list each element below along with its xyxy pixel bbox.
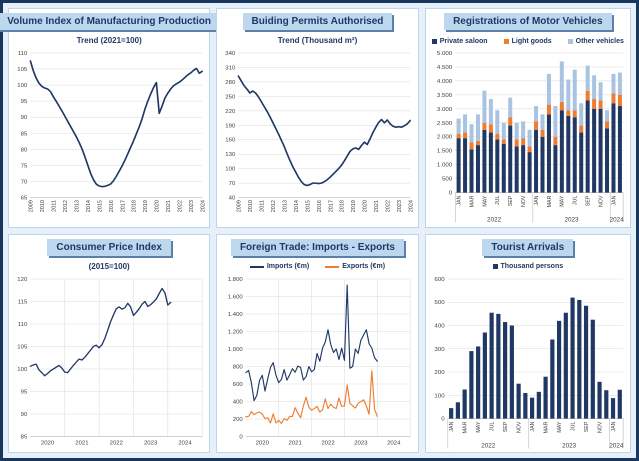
chart-svg [429, 273, 627, 451]
svg-text:NOV: NOV [596, 421, 604, 433]
legend [432, 36, 624, 46]
panel-manufacturing-production [8, 8, 210, 228]
svg-text:100: 100 [17, 366, 28, 373]
svg-text:105: 105 [17, 67, 28, 74]
svg-text:MAY: MAY [556, 421, 563, 433]
chart-svg [12, 273, 206, 451]
svg-text:2022: 2022 [109, 440, 123, 446]
svg-text:2022: 2022 [480, 442, 495, 449]
panel-title: Buiding Permits Authorised [243, 13, 393, 30]
legend-item [568, 38, 624, 45]
panel-title: Registrations of Motor Vehicles [444, 13, 611, 30]
svg-text:2023: 2023 [188, 200, 196, 213]
svg-text:200: 200 [434, 369, 445, 376]
svg-text:2021: 2021 [166, 200, 173, 213]
svg-text:2024: 2024 [387, 440, 401, 446]
svg-text:220: 220 [225, 108, 236, 115]
tourist-arrivals-chart [429, 273, 627, 451]
svg-text:85: 85 [20, 434, 28, 440]
svg-text:2023: 2023 [564, 216, 579, 224]
svg-text:2019: 2019 [351, 200, 358, 213]
svg-text:JAN: JAN [529, 421, 536, 432]
svg-text:400: 400 [233, 399, 244, 405]
legend-item [432, 38, 488, 45]
svg-text:2012: 2012 [271, 200, 278, 213]
svg-text:90: 90 [20, 411, 28, 418]
svg-text:2.000: 2.000 [436, 134, 452, 141]
svg-text:SEP: SEP [583, 421, 590, 432]
svg-text:500: 500 [441, 176, 452, 183]
building-permits-chart [220, 47, 414, 225]
svg-text:85: 85 [20, 131, 28, 138]
svg-text:2015: 2015 [305, 200, 312, 213]
svg-text:75: 75 [20, 163, 28, 170]
svg-text:200: 200 [233, 416, 244, 423]
svg-text:70: 70 [228, 181, 236, 188]
svg-text:65: 65 [20, 195, 28, 202]
svg-text:70: 70 [20, 179, 28, 186]
svg-text:2018: 2018 [131, 200, 138, 213]
dashboard-grid [8, 8, 631, 453]
svg-text:160: 160 [225, 137, 236, 144]
svg-text:2023: 2023 [354, 440, 368, 446]
svg-text:SEP: SEP [585, 195, 592, 207]
svg-text:280: 280 [225, 79, 236, 86]
legend-item [325, 263, 385, 270]
legend-marker-icon [325, 266, 339, 268]
panel-title: Consumer Price Index [47, 239, 171, 256]
svg-text:2009: 2009 [28, 200, 35, 213]
svg-text:2020: 2020 [40, 440, 55, 446]
svg-text:2022: 2022 [385, 200, 392, 213]
svg-text:MAY: MAY [481, 195, 488, 207]
svg-text:MAR: MAR [468, 195, 476, 208]
svg-text:2013: 2013 [282, 200, 289, 213]
svg-text:MAR: MAR [462, 421, 469, 433]
svg-text:600: 600 [233, 381, 244, 388]
svg-text:JAN: JAN [448, 421, 455, 432]
svg-text:300: 300 [434, 346, 445, 353]
legend-label: Light goods [511, 37, 552, 45]
svg-text:100: 100 [225, 166, 236, 173]
svg-text:0: 0 [239, 434, 244, 440]
svg-text:3.000: 3.000 [436, 106, 452, 113]
svg-text:JUL: JUL [494, 195, 501, 205]
svg-text:2021: 2021 [374, 200, 381, 213]
svg-text:2014: 2014 [294, 200, 301, 213]
svg-text:190: 190 [225, 123, 236, 130]
svg-text:3.500: 3.500 [436, 92, 452, 99]
svg-text:1.000: 1.000 [436, 162, 452, 169]
svg-text:100: 100 [17, 83, 28, 90]
svg-text:2015: 2015 [97, 200, 104, 213]
svg-text:0: 0 [440, 416, 445, 423]
svg-text:95: 95 [20, 389, 28, 395]
svg-text:400: 400 [434, 323, 445, 329]
svg-text:120: 120 [17, 276, 28, 283]
svg-text:2017: 2017 [120, 200, 127, 213]
legend-label: Other vehicles [575, 37, 624, 45]
svg-text:5.000: 5.000 [436, 51, 452, 57]
svg-text:2020: 2020 [154, 200, 161, 213]
chart-svg [220, 47, 414, 225]
panel-foreign-trade [216, 234, 418, 454]
svg-text:2011: 2011 [51, 200, 58, 212]
svg-text:130: 130 [225, 152, 236, 159]
svg-text:MAR: MAR [546, 195, 553, 208]
svg-text:1.000: 1.000 [228, 346, 244, 353]
legend-marker-icon [432, 39, 437, 44]
legend [493, 262, 564, 272]
motor-vehicles-chart [429, 47, 627, 225]
svg-text:MAY: MAY [559, 195, 566, 207]
legend-marker-icon [493, 264, 498, 269]
legend-item [250, 263, 309, 270]
svg-text:2010: 2010 [40, 200, 47, 213]
svg-text:1.500: 1.500 [436, 148, 452, 155]
foreign-trade-chart [220, 273, 414, 451]
svg-text:0: 0 [448, 190, 452, 197]
svg-text:NOV: NOV [520, 195, 527, 208]
svg-text:100: 100 [434, 392, 445, 399]
svg-text:4.000: 4.000 [436, 79, 452, 85]
svg-text:2021: 2021 [288, 440, 303, 446]
panel-subtitle: Trend (Thousand m²) [277, 36, 358, 45]
svg-text:2012: 2012 [62, 200, 70, 213]
svg-text:2023: 2023 [561, 442, 576, 449]
svg-text:95: 95 [20, 99, 28, 106]
svg-text:2024: 2024 [178, 440, 192, 446]
svg-text:2018: 2018 [339, 200, 347, 213]
svg-text:340: 340 [225, 51, 236, 57]
panel-building-permits [216, 8, 418, 228]
svg-text:2009: 2009 [236, 200, 244, 213]
panel-title: Volume Index of Manufacturing Production [0, 13, 220, 30]
svg-text:2020: 2020 [362, 200, 369, 213]
svg-text:2017: 2017 [328, 200, 335, 213]
chart-svg [220, 273, 414, 451]
svg-text:2014: 2014 [85, 200, 92, 213]
svg-text:JAN: JAN [610, 421, 617, 432]
panel-motor-vehicles [425, 8, 631, 228]
svg-text:2024: 2024 [408, 200, 415, 213]
svg-text:310: 310 [225, 65, 236, 72]
panel-subtitle: Trend (2021=100) [76, 36, 142, 45]
svg-text:1.400: 1.400 [228, 311, 244, 318]
svg-text:2023: 2023 [397, 200, 404, 213]
svg-text:JUL: JUL [569, 421, 577, 431]
svg-text:105: 105 [17, 344, 28, 350]
svg-text:2024: 2024 [609, 216, 624, 224]
legend-label: Thousand persons [500, 263, 564, 270]
svg-text:JUL: JUL [489, 421, 496, 431]
consumer-price-index-chart [12, 273, 206, 451]
svg-text:2016: 2016 [317, 200, 324, 213]
svg-text:2023: 2023 [143, 440, 158, 446]
svg-text:JAN: JAN [533, 195, 540, 206]
svg-text:250: 250 [225, 94, 236, 101]
svg-text:115: 115 [17, 299, 28, 305]
svg-text:JUL: JUL [572, 195, 579, 205]
svg-text:2024: 2024 [609, 442, 624, 449]
svg-text:4.500: 4.500 [436, 65, 452, 71]
svg-text:JAN: JAN [456, 195, 463, 206]
svg-text:MAR: MAR [542, 421, 550, 433]
svg-text:600: 600 [434, 276, 445, 283]
svg-text:2.500: 2.500 [436, 120, 452, 127]
svg-text:JAN: JAN [610, 195, 618, 206]
svg-text:1.600: 1.600 [228, 294, 244, 300]
svg-text:MAY: MAY [475, 421, 482, 433]
svg-text:110: 110 [17, 321, 28, 328]
svg-text:110: 110 [17, 51, 28, 57]
svg-text:2022: 2022 [321, 440, 335, 446]
svg-text:2024: 2024 [200, 200, 207, 213]
chart-svg [429, 47, 627, 225]
legend-label: Private saloon [439, 37, 488, 45]
svg-text:1.800: 1.800 [228, 276, 244, 283]
svg-text:800: 800 [233, 364, 244, 370]
manufacturing-production-chart [12, 47, 206, 225]
panel-title: Tourist Arrivals [482, 239, 573, 256]
svg-text:2010: 2010 [248, 200, 255, 213]
svg-text:40: 40 [228, 195, 236, 202]
legend-marker-icon [504, 39, 509, 44]
panel-title: Foreign Trade: Imports - Exports [231, 239, 404, 256]
legend-marker-icon [568, 39, 573, 44]
legend-marker-icon [250, 266, 264, 268]
svg-text:90: 90 [20, 115, 28, 122]
svg-text:2021: 2021 [75, 440, 89, 446]
svg-text:500: 500 [434, 299, 445, 306]
svg-text:NOV: NOV [597, 195, 605, 208]
svg-text:SEP: SEP [507, 195, 514, 207]
svg-text:2022: 2022 [177, 200, 184, 213]
panel-consumer-price-index [8, 234, 210, 454]
svg-text:NOV: NOV [516, 421, 523, 433]
svg-text:2022: 2022 [486, 216, 501, 224]
legend-item [504, 38, 552, 45]
legend [250, 262, 385, 272]
svg-text:2020: 2020 [255, 440, 270, 446]
legend-label: Imports (€m) [266, 263, 310, 270]
svg-text:2016: 2016 [108, 200, 115, 213]
svg-text:2019: 2019 [143, 200, 150, 213]
svg-text:2011: 2011 [259, 200, 266, 212]
svg-text:80: 80 [20, 147, 28, 154]
svg-text:1.200: 1.200 [228, 329, 244, 335]
panel-subtitle: (2015=100) [88, 261, 130, 271]
legend-label: Exports (€m) [342, 263, 386, 270]
chart-svg [12, 47, 206, 225]
panel-tourist-arrivals [425, 234, 631, 454]
legend-item [493, 263, 564, 270]
svg-text:2013: 2013 [74, 200, 81, 213]
svg-text:SEP: SEP [502, 421, 509, 432]
